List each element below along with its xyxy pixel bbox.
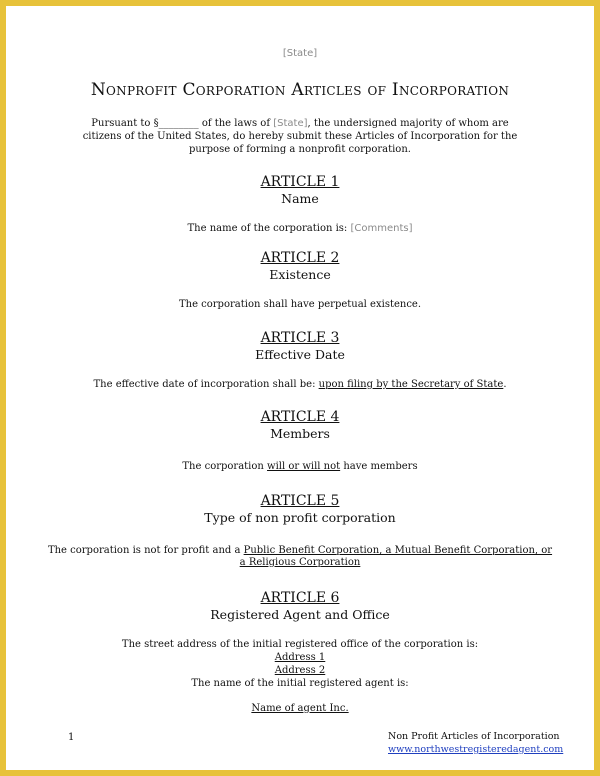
document-page (6, 6, 594, 770)
article-5-heading: ARTICLE 5 (260, 493, 340, 509)
article-4-subtitle: Members (270, 426, 330, 441)
article-3-text-before: The effective date of incorporation shall be: (93, 379, 319, 390)
footer-info (388, 730, 563, 756)
article-3-subtitle: Effective Date (255, 347, 345, 362)
intro-paragraph (76, 117, 524, 156)
article-1-subtitle: Name (281, 191, 319, 206)
article-2-heading: ARTICLE 2 (260, 250, 340, 266)
article-5-text-line-2 (6, 556, 594, 569)
comments-placeholder: [Comments] (350, 223, 413, 234)
article-3-heading: ARTICLE 3 (260, 330, 340, 346)
article-6-heading: ARTICLE 6 (260, 590, 340, 606)
registered-agent-name: Name of agent Inc. (251, 703, 349, 714)
article-4-text (6, 460, 594, 473)
address-1: Address 1 (274, 652, 326, 663)
footer-doc-name: Non Profit Articles of Incorporation (388, 731, 560, 742)
article-4-text-after: have members (340, 461, 418, 472)
intro-text-3: , the undersigned majority of whom are citizens of the United States, do hereby submit these Articles of Incorporation for the purpose of forming a nonprofit corporation. (82, 118, 518, 155)
section-blank: ________ (158, 118, 199, 129)
page-number: 1 (68, 732, 75, 743)
article-6-line-2: The name of the initial registered agent is: (191, 678, 409, 689)
article-1-heading: ARTICLE 1 (260, 174, 340, 190)
article-4-heading: ARTICLE 4 (260, 409, 340, 425)
document-title: Nonprofit Corporation Articles of Incorporation (90, 80, 510, 100)
article-6-line-1: The street address of the initial registered office of the corporation is: (121, 639, 479, 650)
article-5-subtitle: Type of non profit corporation (204, 510, 396, 525)
article-1-text (6, 222, 594, 235)
article-5-text-before: The corporation is not for profit and a (47, 545, 244, 556)
article-2-subtitle: Existence (269, 267, 331, 282)
intro-state-placeholder: [State] (273, 118, 308, 129)
corporation-type-options-1: Public Benefit Corporation, a Mutual Benefit Corporation, or (243, 545, 553, 556)
state-placeholder: [State] (282, 48, 318, 59)
article-3-text-after: . (503, 379, 507, 390)
corporation-type-options-2: a Religious Corporation (239, 557, 361, 568)
article-6-subtitle: Registered Agent and Office (210, 607, 390, 622)
article-2-text: The corporation shall have perpetual existence. (178, 299, 422, 310)
address-2: Address 2 (274, 665, 326, 676)
article-4-text-before: The corporation (182, 461, 268, 472)
members-option: will or will not (267, 461, 341, 472)
footer-website-link[interactable]: www.northwestregisteredagent.com (388, 744, 564, 755)
effective-date-value: upon filing by the Secretary of State (318, 379, 504, 390)
article-1-text-before: The name of the corporation is: (187, 223, 351, 234)
intro-text-2: of the laws of (198, 118, 274, 129)
article-3-text (6, 378, 594, 391)
intro-text-1: Pursuant to § (91, 118, 159, 129)
